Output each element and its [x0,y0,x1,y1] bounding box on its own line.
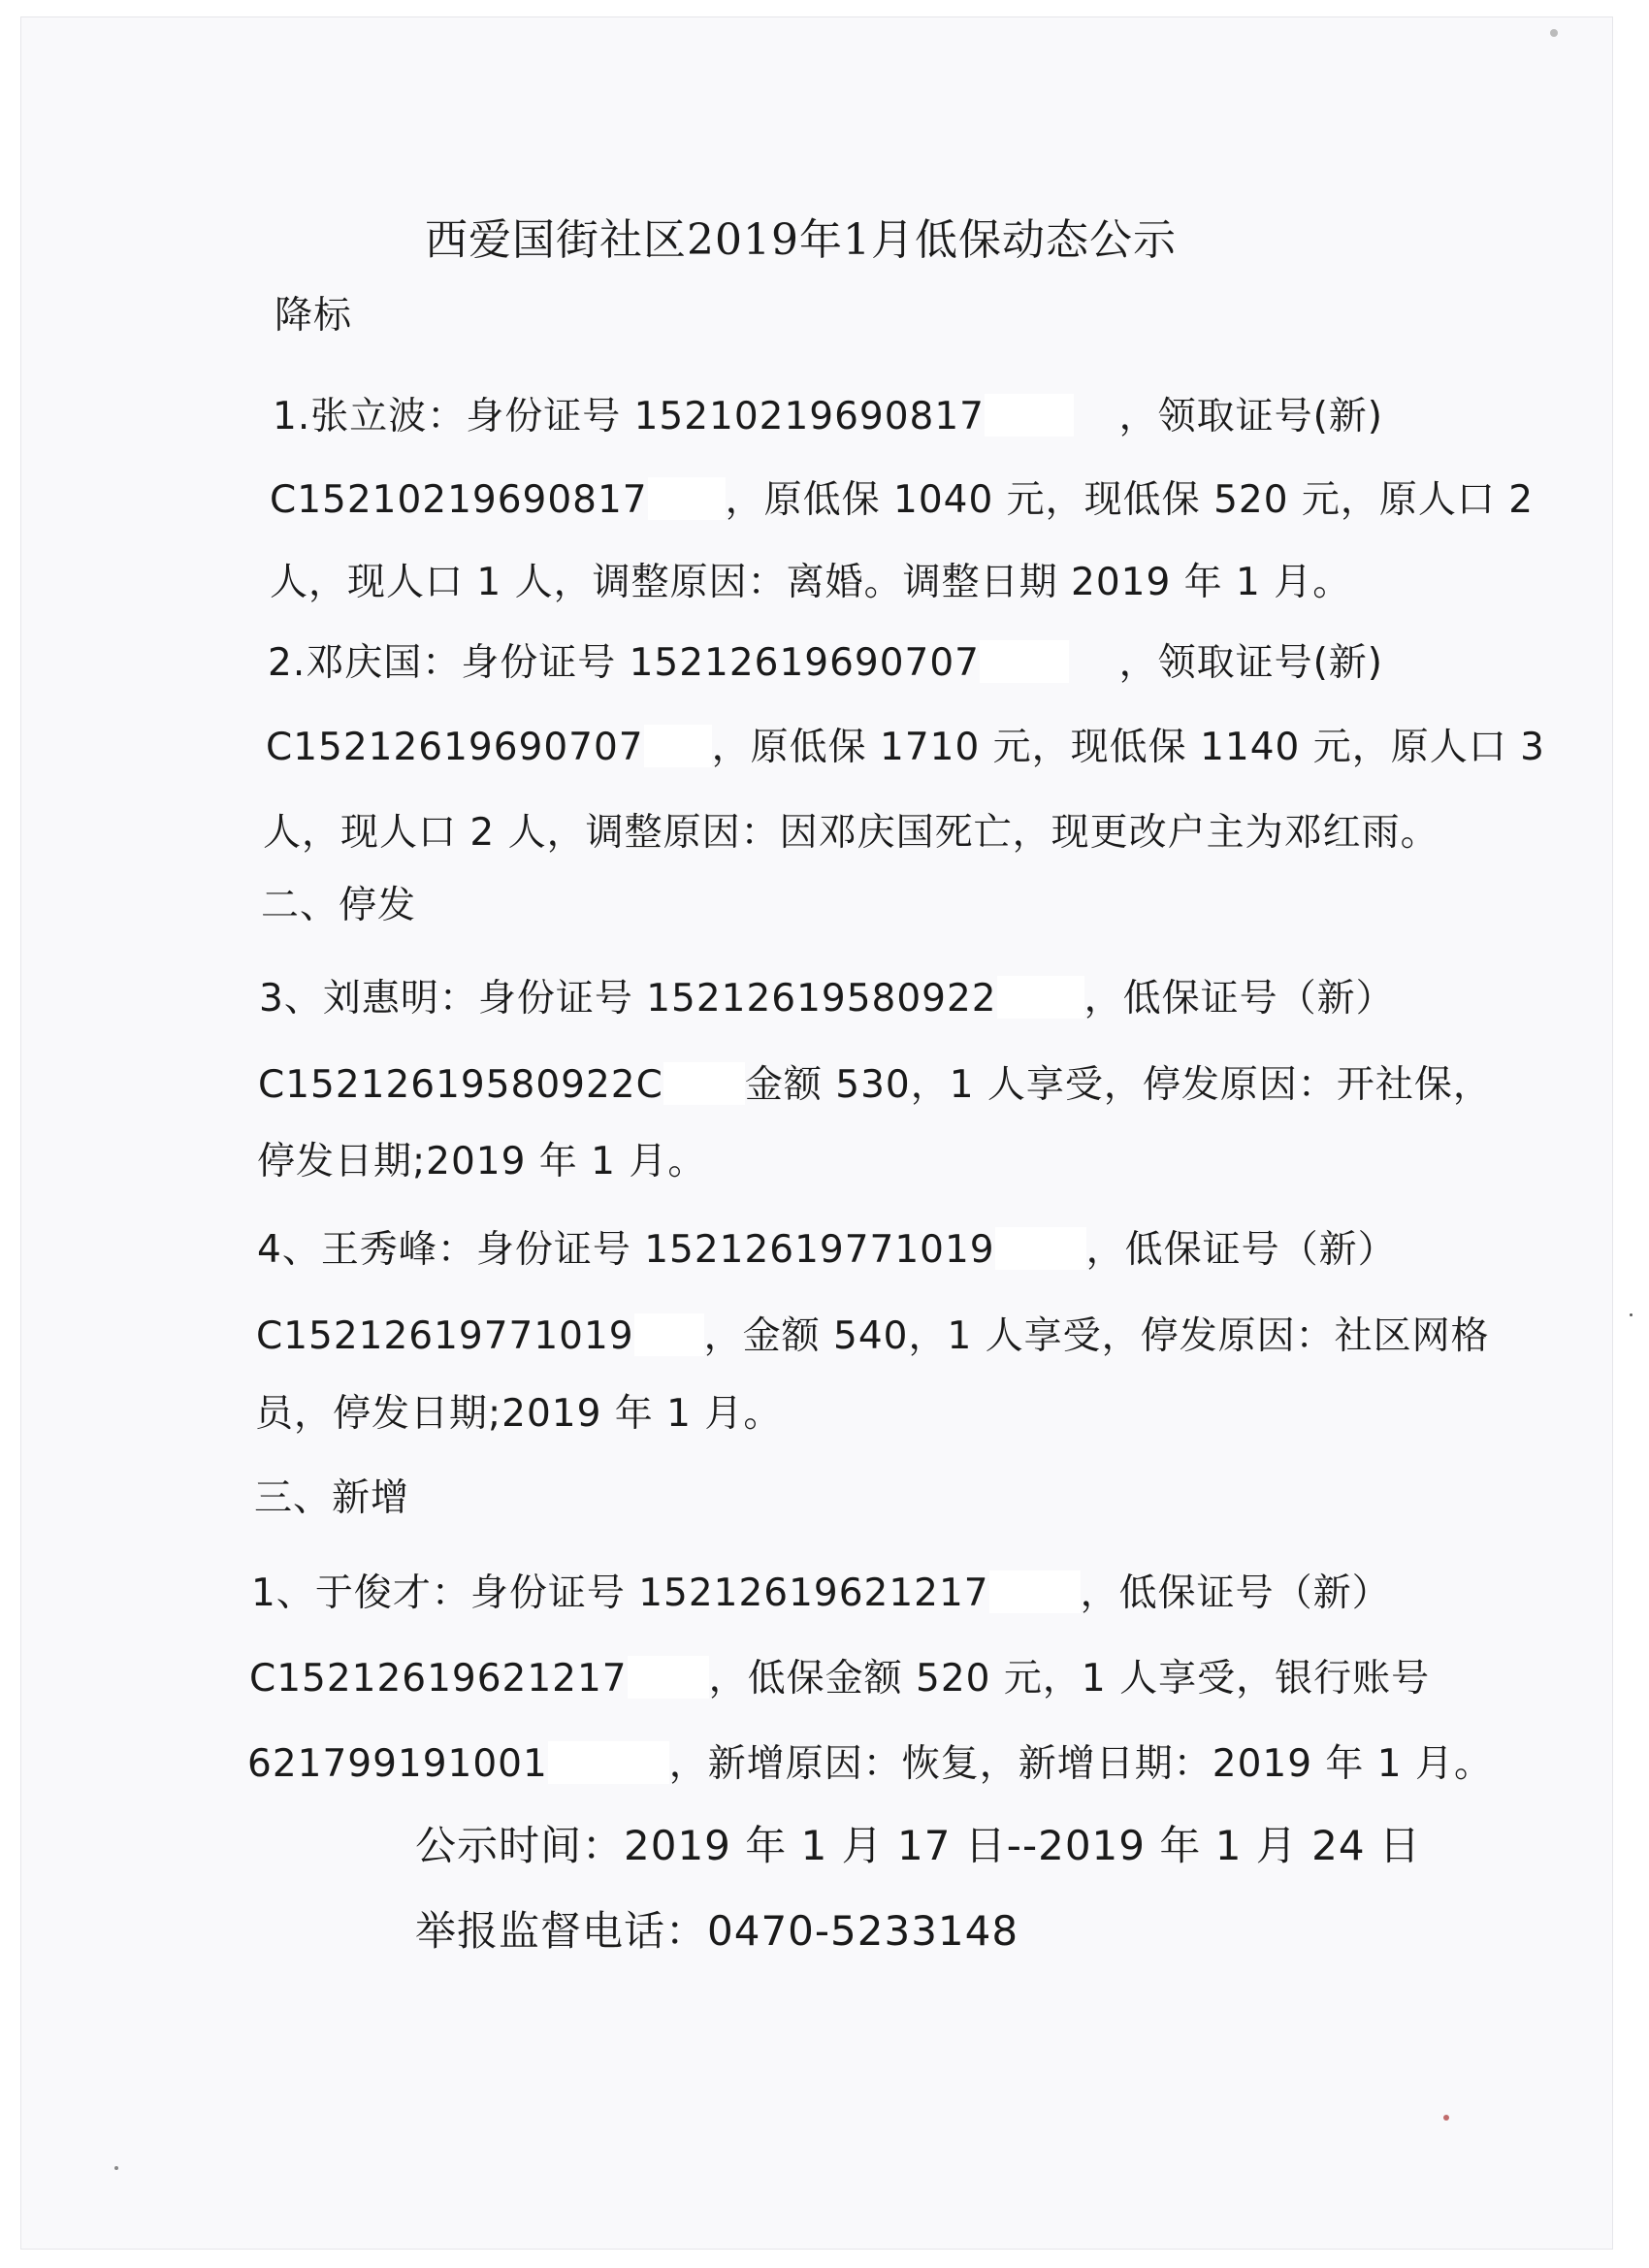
entry-5-id-text: 1、于俊才：身份证号 15212619621217 [251,1571,989,1615]
entry-1-line-1 [273,392,1383,442]
section-heading-added: 三、新增 [254,1476,410,1520]
entry-3-id-text: 3、刘惠明：身份证号 15212619580922 [259,977,997,1021]
entry-4-id-text: 4、王秀峰：身份证号 15212619771019 [257,1228,995,1272]
entry-5-cert-text: C15212619621217 [249,1657,628,1701]
entry-2-detail-text: ，原低保 1710 元，现低保 1140 元，原人口 3 [711,726,1545,769]
section-heading-downgrade: 降标 [275,294,353,338]
entry-1-line-2 [270,475,1534,526]
entry-4-cert-label: ，低保证号（新） [1085,1228,1397,1272]
entry-4-cert-text: C15212619771019 [256,1314,634,1358]
entry-5-detail-text-2: ，新增原因：恢复，新增日期：2019 年 1 月。 [668,1742,1494,1786]
entry-3-line-2 [258,1060,1492,1111]
notice-period: 公示时间：2019 年 1 月 17 日--2019 年 1 月 24 日 [415,1822,1421,1869]
redaction-mark [995,1227,1086,1270]
redaction-mark [997,976,1084,1019]
entry-5-cert-label: ，低保证号（新） [1080,1571,1391,1615]
entry-2-line-1 [268,638,1383,689]
report-phone: 举报监督电话：0470-5233148 [415,1907,1019,1955]
entry-5-line-3 [247,1739,1493,1790]
entry-2-line-2 [266,723,1545,773]
scan-speck [1630,1313,1633,1316]
entry-5-account-text: 621799191001 [247,1742,548,1786]
scan-speck [1550,29,1558,37]
entry-4-detail-text: ，金额 540，1 人享受，停发原因：社区网格 [703,1314,1490,1358]
redaction-mark [985,394,1074,437]
entry-5-line-2 [249,1654,1430,1704]
entry-4-line-2 [256,1312,1490,1362]
entry-4-line-1 [257,1225,1397,1276]
entry-1-cert-label: ，领取证号(新) [1118,395,1383,438]
redaction-mark [648,477,726,520]
redaction-mark [989,1571,1081,1613]
scan-speck [1443,2115,1449,2121]
redaction-mark [634,1313,704,1356]
redaction-mark [628,1656,709,1699]
redaction-mark [980,640,1069,683]
entry-3-detail-text: 金额 530，1 人享受，停发原因：开社保， [744,1063,1492,1107]
entry-4-line-3: 员，停发日期;2019 年 1 月。 [255,1392,783,1436]
entry-5-detail-text: ，低保金额 520 元，1 人享受，银行账号 [708,1657,1431,1701]
redaction-mark [548,1741,669,1784]
entry-1-id-text: 1.张立波：身份证号 15210219690817 [273,395,985,438]
page-title: 西爱国街社区2019年1月低保动态公示 [425,215,1177,265]
entry-3-cert-text: C15212619580922C [258,1063,663,1107]
entry-2-cert-label: ，领取证号(新) [1118,641,1383,685]
redaction-mark [663,1062,745,1105]
entry-5-line-1 [251,1569,1391,1619]
redaction-mark [644,725,712,767]
section-heading-suspended: 二、停发 [261,884,417,927]
entry-3-line-3: 停发日期;2019 年 1 月。 [257,1140,707,1183]
scan-speck [114,2166,118,2170]
entry-1-cert-text: C15210219690817 [270,478,648,522]
entry-1-line-3: 人，现人口 1 人，调整原因：离婚。调整日期 2019 年 1 月。 [270,561,1352,604]
entry-1-detail-text: ，原低保 1040 元，现低保 520 元，原人口 2 [725,478,1535,522]
entry-2-id-text: 2.邓庆国：身份证号 15212619690707 [268,641,980,685]
entry-2-cert-text: C15212619690707 [266,726,644,769]
entry-3-cert-label: ，低保证号（新） [1083,977,1395,1021]
entry-2-line-3: 人，现人口 2 人，调整原因：因邓庆国死亡，现更改户主为邓红雨。 [263,811,1439,855]
entry-3-line-1 [259,974,1395,1024]
